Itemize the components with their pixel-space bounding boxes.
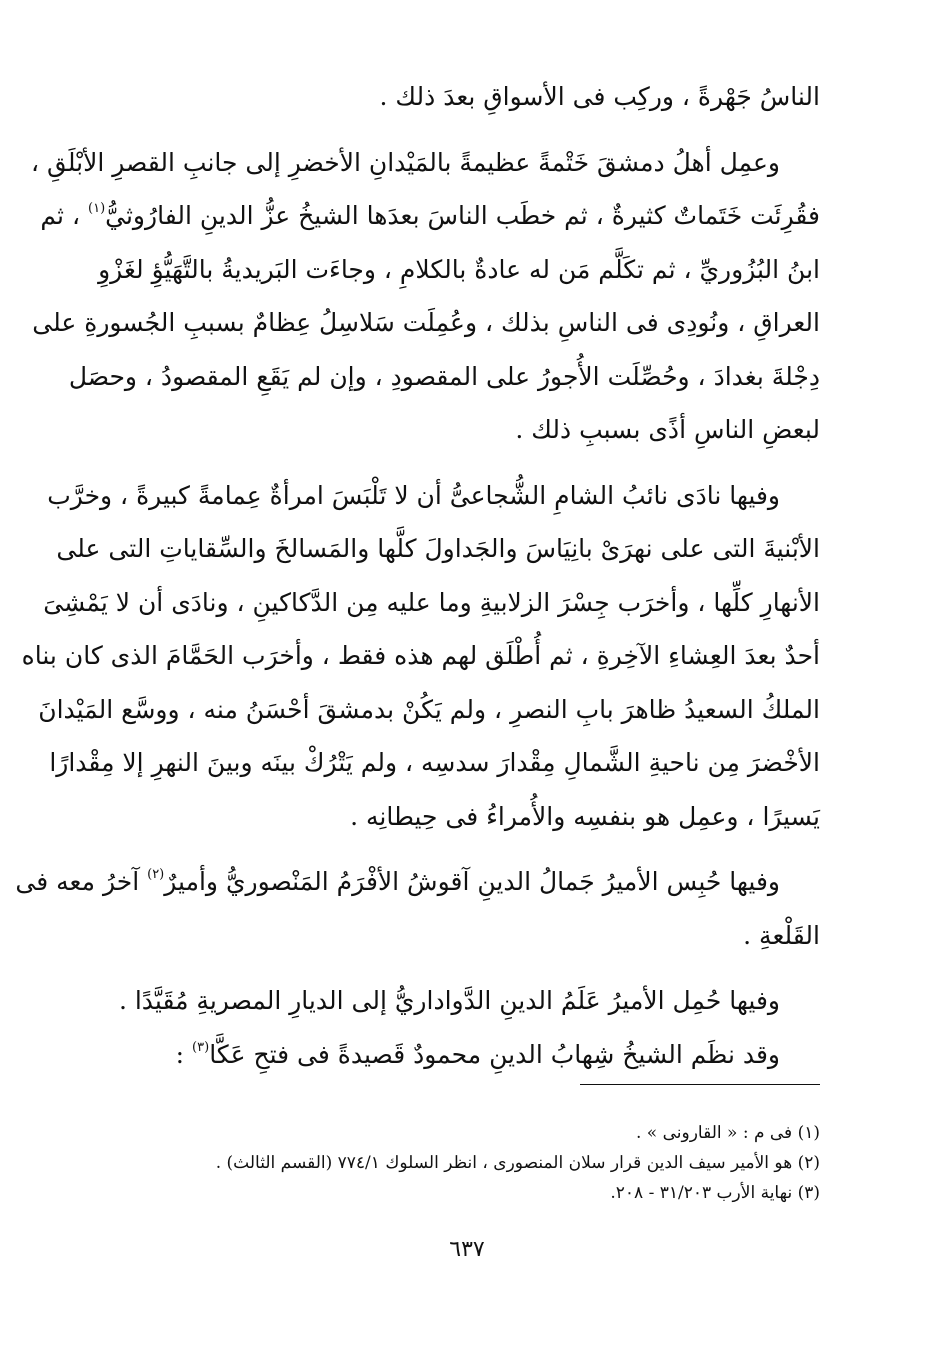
text-line: لبعضِ الناسِ أذًى بسببِ ذلك . [515, 415, 820, 444]
text-line: الأخْضرَ مِن ناحيةِ الشَّمالِ مِقْدارَ سدسِه ، ولم يَتْرُكْ بينَه وبينَ النهرِ إلا مِقْدارًا [49, 748, 820, 777]
text-line: الأبْنيةَ التى على نهرَىْ بانِيَاسَ والجَداولَ كلَّها والمَسالخَ والسِّقاياتِ التى على [56, 534, 820, 563]
footnote: (١) فى م : « القارونى » . [636, 1123, 820, 1143]
text-line: ابنُ البُزُوريِّ ، ثم تكَلَّم مَن له عادةٌ بالكلامِ ، وجاءَت البَريديةُ بالتَّهَيُّؤِ لغَزْوِ [98, 254, 820, 284]
text-line: أحدٌ بعدَ العِشاءِ الآخِرةِ ، ثم أُطْلَق لهم هذه فقط ، وأخرَب الحَمَّامَ الذى كان بناه [21, 641, 820, 670]
page-number: ٦٣٧ [449, 1237, 485, 1262]
footnote-ref-3: (٣) [192, 1039, 210, 1055]
text-line: القَلْعةِ . [743, 920, 820, 950]
text-line: الناسُ جَهْرةً ، وركِب فى الأسواقِ بعدَ ذلك . [379, 82, 820, 111]
footnote: (٣) نهاية الأرب ٣١/٢٠٣ - ٢٠٨. [610, 1183, 820, 1203]
main-text [15, 70, 820, 1081]
text-line: الملكُ السعيدُ ظاهرَ بابِ النصرِ ، ولم يَكُنْ بدمشقَ أحْسَنُ منه ، ووسَّع المَيْدانَ [38, 694, 820, 724]
footnotes [108, 1118, 820, 1208]
text-line: وعمِل أهلُ دمشقَ خَتْمةً عظيمةً بالمَيْدانِ الأخضرِ إلى جانبِ القصرِ الأبْلَقِ ، [31, 147, 780, 177]
text-line: الأنهارِ كلِّها ، وأخرَب جِسْرَ الزلابيةِ وما عليه مِن الدَّكاكينِ ، ونادَى أن لا يَمْشِىَ [43, 587, 820, 617]
text-line: يَسيرًا ، وعمِل هو بنفسِه والأُمراءُ فى حِيطانِه . [350, 801, 820, 831]
footnote-separator [580, 1084, 820, 1085]
footnote: (٢) هو الأمير سيف الدين قرار سلان المنصورى ، انظر السلوك ٧٧٤/١ (القسم الثالث) . [215, 1153, 820, 1173]
footnote-ref-2: (٢) [147, 867, 165, 882]
text-line: وفيها نادَى نائبُ الشامِ الشُّجاعىُّ أن لا تَلْبَسَ امرأةٌ عِمامةً كبيرةً ، وخرَّب [47, 480, 780, 510]
text-line: وفيها حُمِل الأميرُ عَلَمُ الدينِ الدَّواداريُّ إلى الديارِ المصريةِ مُقَيَّدًا . [118, 986, 780, 1015]
text-line: وقد نظَم الشيخُ شِهابُ الدينِ محمودٌ قَصيدةً فى فتحِ عَكَّا$^{(٣)}$ : [175, 1039, 780, 1069]
text-line: وفيها حُبِس الأميرُ جَمالُ الدينِ آقوشُ الأفْرَمُ المَنْصوريُّ وأميرٌ$^{(٢)}$ آخرُ معه فى [15, 867, 780, 896]
text-line: فقُرِئَت خَتَماتٌ كثيرةٌ ، ثم خطَب الناسَ بعدَها الشيخُ عزُّ الدينِ الفارُوثيُّ$^{(١)}$ ، ثم [40, 201, 820, 230]
text-line: دِجْلةَ بغدادَ ، وحُصِّلَت الأُجورُ على المقصودِ ، وإن لم يَقَعِ المقصودُ ، وحصَل [68, 361, 820, 391]
text-line: العراقِ ، ونُودِى فى الناسِ بذلك ، وعُمِلَت سَلاسِلُ عِظامٌ بسببِ الجُسورةِ على [32, 308, 820, 337]
footnote-ref-1: (١) [88, 201, 106, 216]
